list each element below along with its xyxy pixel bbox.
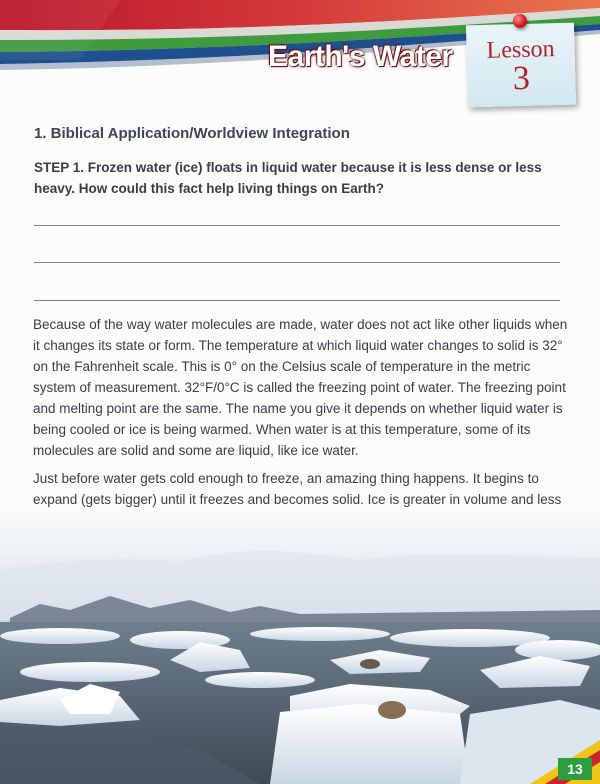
lesson-card: [466, 23, 576, 108]
push-pin-icon: [513, 14, 527, 28]
answer-line[interactable]: [34, 262, 560, 263]
body-paragraph: Just before water gets cold enough to freeze, an amazing thing happens. It begins to expand (gets bigger) until it freezes and becomes solid. Ice is greater in volume and less: [33, 471, 562, 507]
step-question: STEP 1. Frozen water (ice) floats in liquid water because it is less dense or less heavy. How could this fact help living things on Earth?: [34, 160, 542, 196]
body-paragraph: Because of the way water molecules are made, water does not act like other liquids when it changes its state or form. The temperature at which liquid water changes to solid is 32° on the Fahrenheit scale. This is 0° on the Celsius scale of temperature in the metric system of measurement. 32°F/0°C is called the freezing point of water. The freezing point and melting point are the same. The name you give it depends on whether liquid water is being cooled or ice is being warmed. When water is at this temperature, some of its molecules are solid and some are liquid, like ice water.: [33, 317, 568, 458]
bleed-through-text: [34, 512, 574, 572]
lesson-number: 3: [512, 59, 531, 98]
page-number: 13: [558, 758, 592, 780]
chapter-title: Earth's Water: [268, 40, 453, 73]
lesson-label: Lesson: [486, 36, 555, 64]
answer-line[interactable]: [34, 300, 560, 301]
answer-line[interactable]: [34, 225, 560, 226]
section-heading: 1. Biblical Application/Worldview Integration: [34, 125, 350, 142]
